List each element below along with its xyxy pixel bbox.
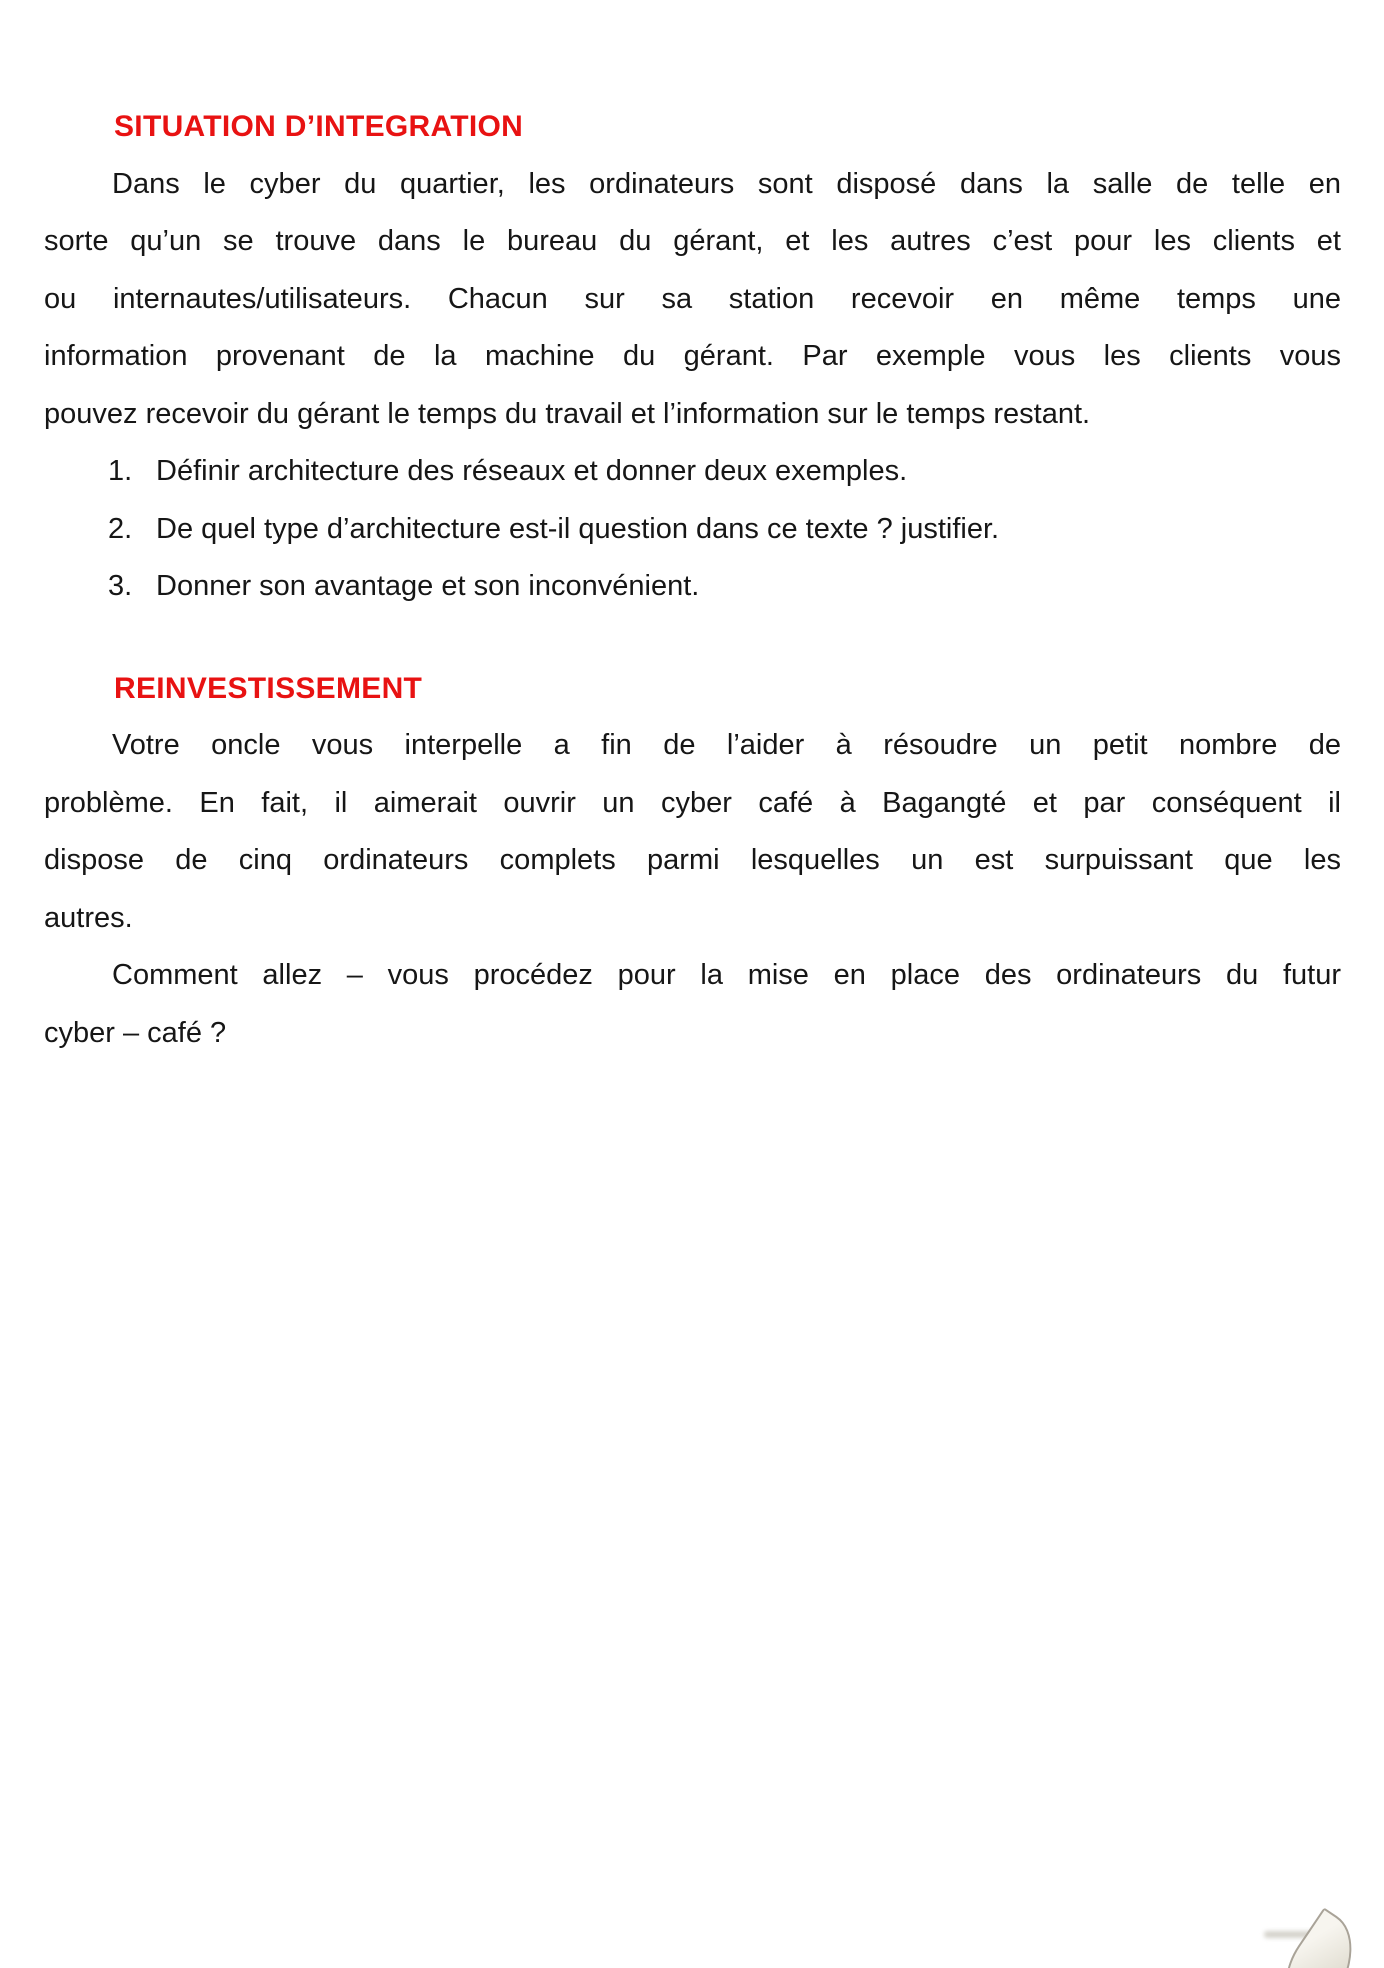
paragraph-line: Dans le cyber du quartier, les ordinateurs sont disposé dans la salle de telle en [112,167,1341,200]
document-content [44,98,1341,1062]
paragraph-line: information provenant de la machine du gérant. Par exemple vous les clients vous [44,340,1341,372]
list-item-text: De quel type d’architecture est-il question dans ce texte ? justifier. [156,512,1000,545]
list-number: 3. [108,570,133,602]
paragraph-line: Comment allez – vous procédez pour la mise en place des ordinateurs du futur [112,959,1341,991]
section-heading: SITUATION D’INTEGRATION [114,110,524,143]
paragraph-line: autres. [44,901,133,934]
paragraph-line: dispose de cinq ordinateurs complets parmi lesquelles un est surpuissant que les [44,844,1341,876]
paragraph-line: Votre oncle vous interpelle a fin de l’aider à résoudre un petit nombre de [112,729,1341,761]
list-number: 2. [108,512,133,545]
list-item-text: Donner son avantage et son inconvénient. [156,570,700,602]
paragraph-line: ou internautes/utilisateurs. Chacun sur sa station recevoir en même temps une [44,282,1341,315]
list-item-text: Définir architecture des réseaux et donner deux exemples. [156,455,908,487]
paragraph-line: cyber – café ? [44,1016,227,1049]
list-number: 1. [108,455,133,487]
section-spacer [44,616,1341,660]
paragraph-line: pouvez recevoir du gérant le temps du travail et l’information sur le temps restant. [44,397,1091,430]
paragraph-line: problème. En fait, il aimerait ouvrir un cyber café à Bagangté et par conséquent il [44,786,1341,819]
paragraph-line: sorte qu’un se trouve dans le bureau du gérant, et les autres c’est pour les clients et [44,225,1341,257]
list-item [44,558,1341,616]
list-item [44,443,1341,501]
list-item [44,501,1341,559]
section-heading: REINVESTISSEMENT [114,671,423,705]
